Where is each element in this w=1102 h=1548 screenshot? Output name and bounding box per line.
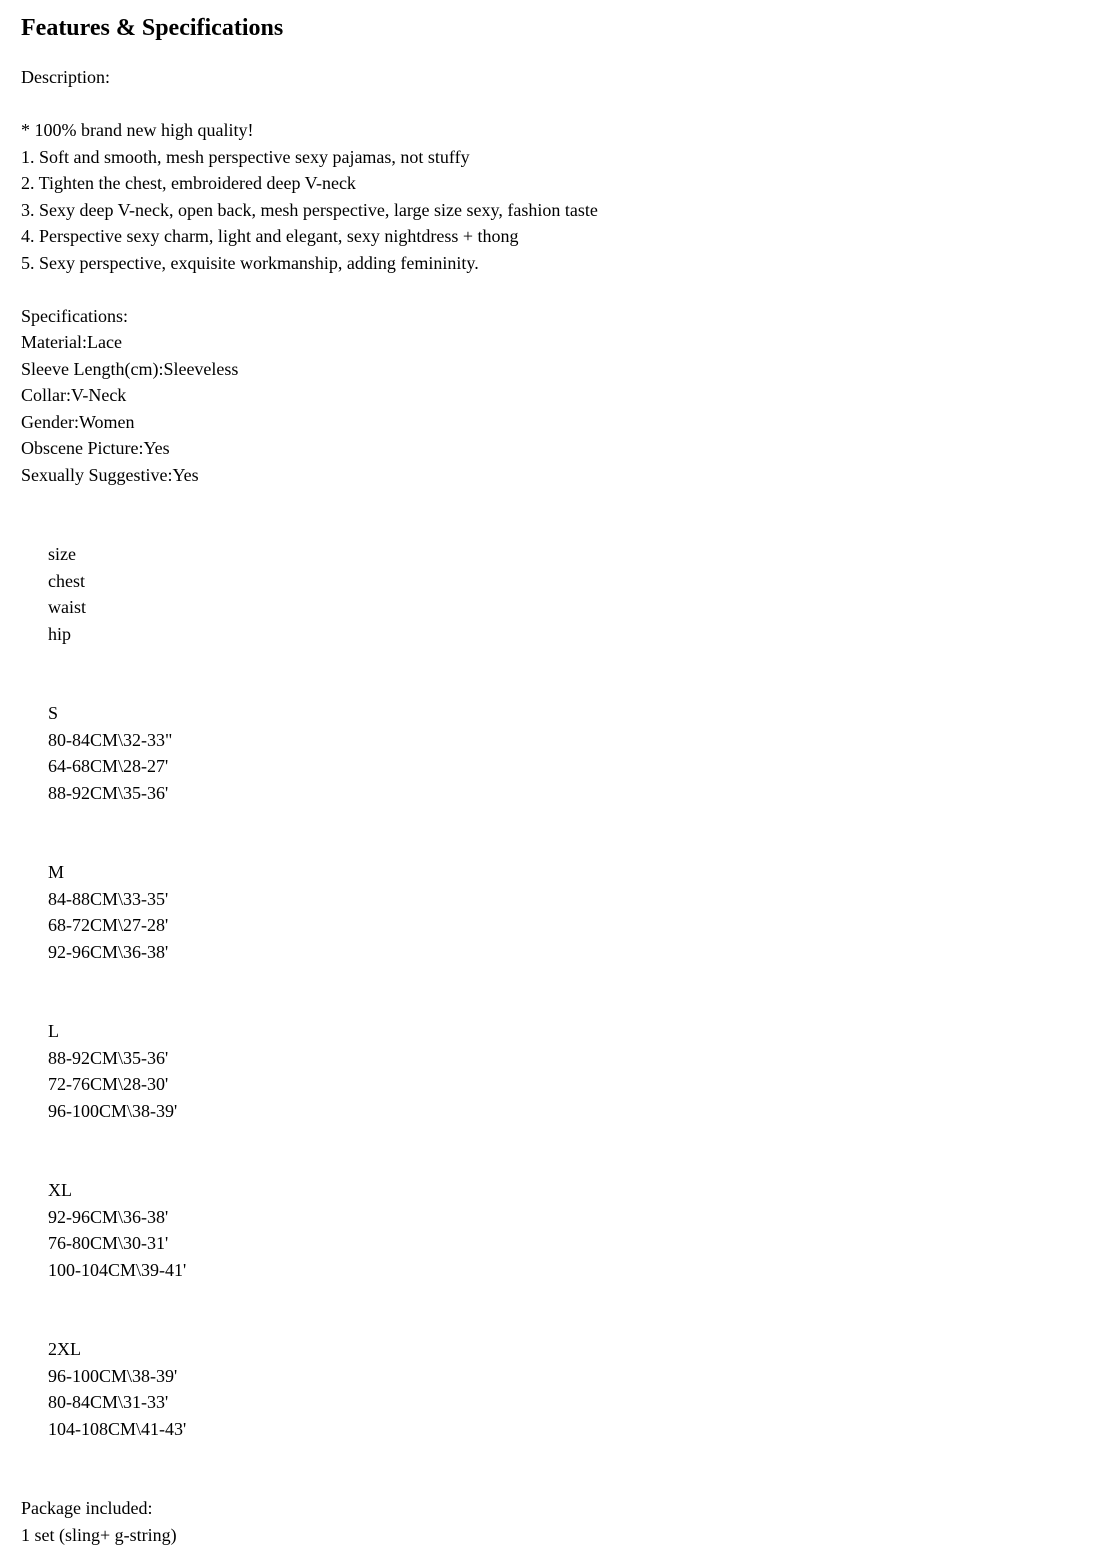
hip-value: 96-100CM\38-39' [48, 1098, 177, 1125]
chest-value: 80-84CM\32-33" [48, 727, 172, 754]
size-chart-header-chest: chest [48, 568, 85, 595]
hip-value: 104-108CM\41-43' [48, 1416, 186, 1443]
spec-item: Material:Lace [21, 329, 1081, 356]
spec-item: Gender:Women [21, 409, 1081, 436]
quality-note: * 100% brand new high quality! [21, 117, 1081, 144]
size-label: L [48, 1018, 59, 1045]
size-chart-row-2xl [21, 1310, 1081, 1469]
package-label: Package included: [21, 1495, 1081, 1522]
description-label: Description: [21, 64, 1081, 91]
size-chart-row-xl [21, 1151, 1081, 1310]
feature-item: 3. Sexy deep V-neck, open back, mesh perspective, large size sexy, fashion taste [21, 197, 1081, 224]
feature-item: 1. Soft and smooth, mesh perspective sexy pajamas, not stuffy [21, 144, 1081, 171]
package-contents: 1 set (sling+ g-string) [21, 1522, 1081, 1548]
size-chart-header-waist: waist [48, 594, 86, 621]
specifications-label: Specifications: [21, 303, 1081, 330]
page-title: Features & Specifications [21, 13, 1081, 43]
size-label: M [48, 859, 64, 886]
hip-value: 92-96CM\36-38' [48, 939, 168, 966]
chest-value: 84-88CM\33-35' [48, 886, 168, 913]
size-chart-row-l [21, 992, 1081, 1151]
product-description-content [21, 64, 1081, 1548]
hip-value: 88-92CM\35-36' [48, 780, 168, 807]
chest-value: 92-96CM\36-38' [48, 1204, 168, 1231]
chest-value: 88-92CM\35-36' [48, 1045, 168, 1072]
size-label: S [48, 700, 58, 727]
size-chart-row-s [21, 674, 1081, 833]
size-label: XL [48, 1177, 72, 1204]
size-chart-row-m [21, 833, 1081, 992]
size-chart-header-size: size [48, 541, 76, 568]
chest-value: 96-100CM\38-39' [48, 1363, 177, 1390]
waist-value: 72-76CM\28-30' [48, 1071, 168, 1098]
spec-item: Sleeve Length(cm):Sleeveless [21, 356, 1081, 383]
size-chart-header-hip: hip [48, 621, 71, 648]
spec-item: Collar:V-Neck [21, 382, 1081, 409]
size-chart-header-row [21, 515, 1081, 674]
waist-value: 80-84CM\31-33' [48, 1389, 168, 1416]
hip-value: 100-104CM\39-41' [48, 1257, 186, 1284]
waist-value: 76-80CM\30-31' [48, 1230, 168, 1257]
waist-value: 68-72CM\27-28' [48, 912, 168, 939]
spec-item: Sexually Suggestive:Yes [21, 462, 1081, 489]
feature-item: 4. Perspective sexy charm, light and elegant, sexy nightdress + thong [21, 223, 1081, 250]
size-label: 2XL [48, 1336, 81, 1363]
feature-item: 5. Sexy perspective, exquisite workmanship, adding femininity. [21, 250, 1081, 277]
spec-item: Obscene Picture:Yes [21, 435, 1081, 462]
waist-value: 64-68CM\28-27' [48, 753, 168, 780]
feature-item: 2. Tighten the chest, embroidered deep V-neck [21, 170, 1081, 197]
